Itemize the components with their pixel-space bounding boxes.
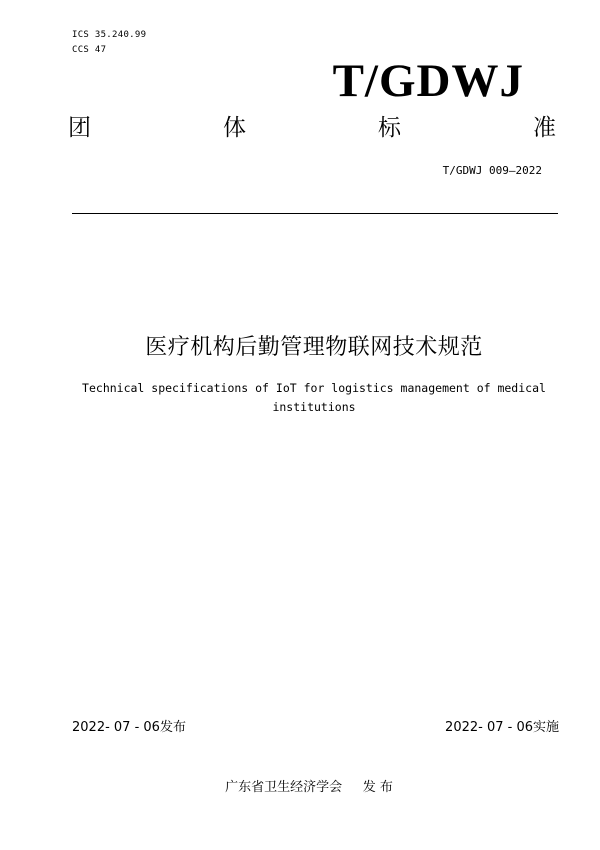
implementation-date: 2022- 07 - 06实施 xyxy=(445,720,559,735)
header-divider xyxy=(72,213,558,214)
ccs-classification: CCS 47 xyxy=(72,45,107,55)
category-char: 标 xyxy=(378,115,401,141)
issue-date: 2022- 07 - 06发布 xyxy=(72,720,186,735)
standard-brand-mark: T/GDWJ xyxy=(332,55,524,107)
category-char: 准 xyxy=(533,115,556,141)
category-char: 体 xyxy=(223,115,246,141)
standard-code: T/GDWJ 009—2022 xyxy=(442,164,542,177)
category-char: 团 xyxy=(68,115,91,141)
standard-category xyxy=(68,117,556,140)
document-title-en: Technical specifications of IoT for logistics management of medical institutions xyxy=(82,381,546,414)
document-title-zh: 医疗机构后勤管理物联网技术规范 xyxy=(145,335,483,360)
ics-classification: ICS 35.240.99 xyxy=(72,30,147,40)
publisher: 广东省卫生经济学会 发 布 xyxy=(225,780,393,795)
